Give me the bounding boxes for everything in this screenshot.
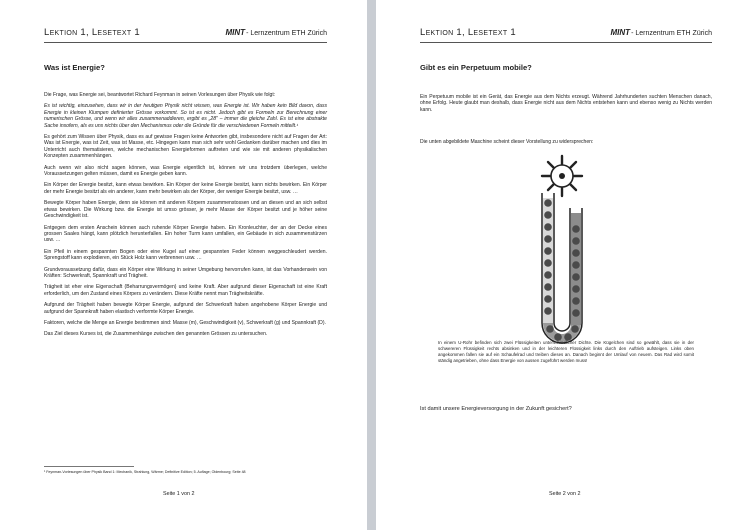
perpetuum-mobile-illustration [510,153,620,353]
page-footer: Seite 2 von 2 [549,491,581,497]
page-header [420,27,712,41]
header-title: Lektion 1, Lesetext 1 [44,27,140,38]
paragraph: Trägheit ist eher eine Eigenschaft (Beharrungsvermögen) und keine Kraft. Aber aufgrund dieser Eigenschaft ist eine Kraft erforderlich, um den Zustand eines Körpers zu verändern. Diese Kräfte nennt man Trägheitskräfte. [44,284,327,297]
body-text [44,92,327,343]
paddle-wheel [542,156,582,196]
paragraph: Entgegen dem ersten Anschein können auch ruhende Körper Energie haben. Ein Kronleuchter, der an der Decke eines grossen Saales hängt, kann plötzlich herunterfallen. Ein hoher Turm kann umfallen, ein Gebäude in sich zusammenstürzen usw. … [44,224,327,244]
page-header [44,27,327,41]
page-heading: Gibt es ein Perpetuum mobile? [420,63,532,72]
header-rule [420,42,712,43]
header-title: Lektion 1, Lesetext 1 [420,27,516,38]
page-1 [0,0,367,530]
page-footer: Seite 1 von 2 [163,491,195,497]
paragraph: Bewegte Körper haben Energie, denn sie können mit anderen Körpern zusammenstossen und an diesen und an sich selbst etwas bewirken. Die Wirkung bzw. die Energie ist umso grösser, je mehr Masse der Körper besitzt und je höher seine Geschwindigkeit ist. [44,200,327,220]
footnote: ¹ Feynman-Vorlesungen über Physik Band 1: Mechanik, Strahlung, Wärme; Definitive Edition; 5. Auflage; Oldenbourg; Seite 48 [44,470,246,474]
page-heading: Was ist Energie? [44,63,105,72]
paragraph: Auch wenn wir also nicht sagen können, was Energie eigentlich ist, können wir uns trotzdem überlegen, welche Voraussetzungen gelten müssen, damit es Energie geben kann. [44,164,327,178]
quote-paragraph: Es ist wichtig, einzusehen, dass wir in der heutigen Physik nicht wissen, was Energie ist. Wir haben kein Bild davon, dass Energie in kleinen Klumpen definierter Grösse vorkommt. So ist es nicht. Jedoch gibt es Formeln zur Berechnung einer numerischen Grösse, und wenn wir alles zusammenaddieren, ergibt es „28" – immer die gleiche Zahl. Es ist eine abstrakte Sache insofern, als es uns nichts über den Mechanismus oder die Gründe für die verschiedenen Formeln mitteilt.¹ [44,103,327,129]
header-rule [44,42,327,43]
eth-logo [611,28,712,37]
paragraph: Das Ziel dieses Kurses ist, die Zusammenhänge zwischen den genannten Grössen zu untersuchen. [44,331,268,338]
paragraph: Faktoren, welche die Menge an Energie bestimmen sind: Masse (m), Geschwindigkeit (v), Schwerkraft (g) und Spannkraft (D). [44,319,326,326]
logo-text: - Lernzentrum ETH Zürich [246,30,327,37]
paragraph: Ein Körper der Energie besitzt, kann etwas bewirken. Ein Körper der keine Energie besitzt, kann nichts bewirken. Ein Körper der mehr Energie besitzt als ein anderer, kann mehr bewirken als der Körper, der weniger Energie besitzt, usw. … [44,182,327,195]
paragraph: Grundvoraussetzung dafür, dass ein Körper eine Wirkung in seiner Umgebung hervorrufen kann, ist das Vorhandensein von Kräften: Schwerkraft, Spannkraft und Trägheit. [44,266,327,279]
figure-caption: In einem U-Rohr befinden sich zwei Flüssigkeiten unterschiedlicher Dichte. Die Kügelchen sind so gewählt, dass sie in der schwereren Flüssigkeit rechts absinken und in der leichteren Flüssigkeit links durch den Auftrieb aufsteigen. Links oben angekommen fallen sie auf ein Schaufelrad und treiben dieses an. Danach beginnt der Umlauf von neuem. Das Rad wird somit ständig angetrieben, ohne dass Energie von aussen zugeführt werden muss! [438,340,694,363]
logo-mint: MINT [610,28,631,37]
logo-text: - Lernzentrum ETH Zürich [631,30,712,37]
eth-logo [226,28,327,37]
logo-mint: MINT [225,28,246,37]
paragraph: Die Frage, was Energie sei, beantwortet Richard Feynman in seinen Vorlesungen über Physik wie folgt: [44,92,276,98]
closing-question: Ist damit unsere Energieversorgung in der Zukunft gesichert? [420,406,572,412]
intro-text: Ein Perpetuum mobile ist ein Gerät, das Energie aus dem Nichts erzeugt. Während Jahrhunderten suchten Menschen danach, ohne Erfolg. Heute glaubt man deshalb, dass Energie nicht aus dem Nichts entstehen kann und ebenso wenig zu Nichts werden kann. [420,94,712,113]
paragraph: Ein Pfeil in einem gespannten Bogen oder eine Kugel auf einer gespannten Feder können weggeschleudert werden. Sprengstoff kann explodieren, ein Stück Holz kann verbrennen usw. … [44,248,327,262]
paragraph: Es gehört zum Wissen über Physik, dass es auf gewisse Fragen keine Antworten gibt, insbesondere nicht auf Fragen der Art: Was ist Energie, was ist Zeit, was ist Masse, etc. Hingegen kann man sich sehr wohl Gedanken darüber machen und dies im Unterricht auch thematisieren, welche mechanischen Energieformen auftreten und wie sie mit anderen physikalischen Konzepten zusammenhängen. [44,134,327,160]
paragraph: Aufgrund der Trägheit haben bewegte Körper Energie, aufgrund der Schwerkraft haben angehobene Körper Energie und aufgrund der Spannkraft haben elastisch verformte Körper Energie. [44,302,327,315]
lead-text: Die unten abgebildete Maschine scheint dieser Vorstellung zu widersprechen: [420,139,594,145]
page-2 [376,0,752,530]
footnote-rule [44,466,134,467]
